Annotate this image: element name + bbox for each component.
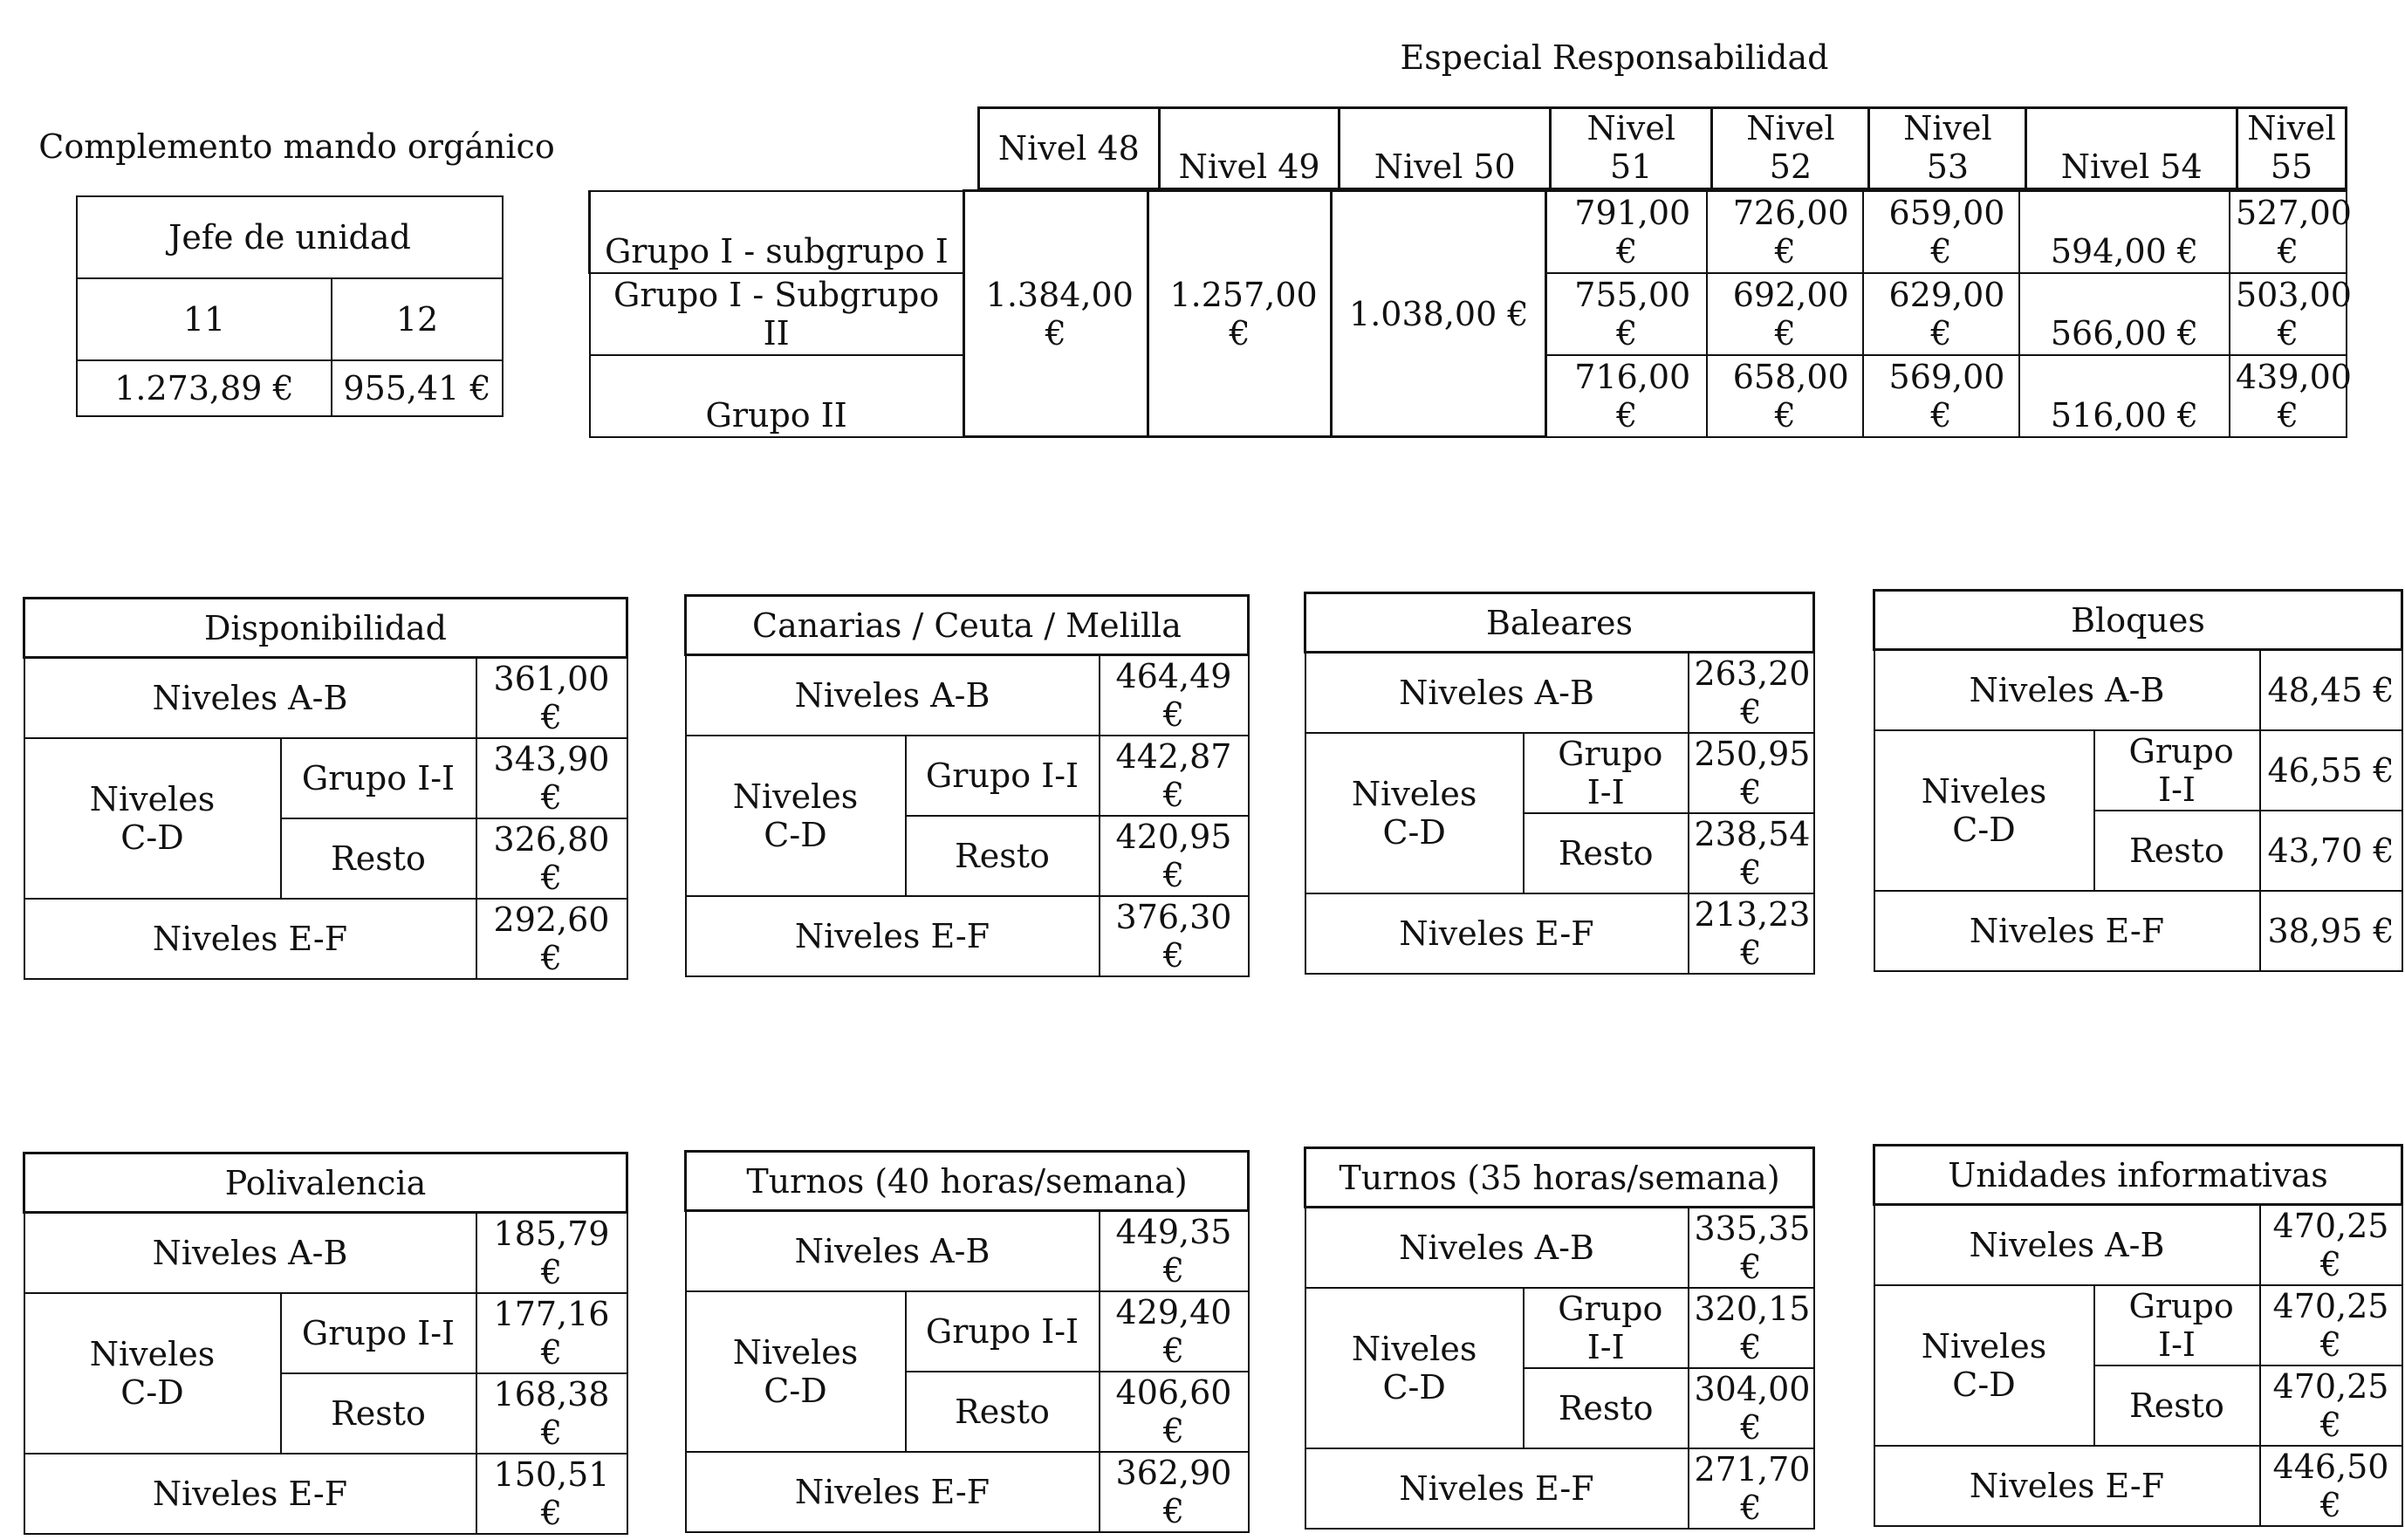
- resto-label: Resto: [906, 816, 1100, 896]
- resto-label: Resto: [281, 1373, 476, 1454]
- niveles-ab-value: [1689, 1208, 1814, 1288]
- niveles-cd-text: Niveles C-D: [1351, 774, 1477, 852]
- resto-value: [1100, 1372, 1249, 1452]
- nivel-header: Nivel 48: [979, 108, 1160, 189]
- niveles-cd-text: Niveles C-D: [89, 1334, 216, 1412]
- resto-value: [476, 818, 627, 899]
- especial-cell: 516,00 €: [2019, 355, 2230, 437]
- cell-text: 527,00 €: [2236, 193, 2352, 270]
- cell-text: 716,00 €: [1574, 357, 1691, 435]
- niveles-ef-value: [2260, 891, 2402, 971]
- especial-cell: [1546, 273, 1708, 355]
- niveles-ab-label: Niveles A-B: [686, 655, 1100, 736]
- grupo-ii-label: [2094, 1285, 2260, 1365]
- niveles-ef-value: [1689, 893, 1814, 974]
- niveles-ab-value: [476, 1213, 627, 1293]
- cell-text: 439,00 €: [2236, 357, 2352, 435]
- value-text: 177,16 €: [493, 1294, 610, 1372]
- group-label: Grupo I - subgrupo I: [590, 191, 964, 273]
- especial-cell: [1863, 355, 2019, 437]
- grupo-ii-text: Grupo I-I: [301, 758, 456, 797]
- cell-text: 503,00 €: [2236, 275, 2352, 352]
- grupo-ii-label: [281, 1293, 476, 1373]
- nivel-label: Nivel 53: [1903, 109, 1992, 186]
- grupo-ii-label: [1524, 733, 1689, 813]
- grupo-ii-value: [2260, 730, 2402, 811]
- value-text: 362,90 €: [1115, 1453, 1232, 1530]
- especial-cell: [1863, 273, 2019, 355]
- nivel-header: [2237, 108, 2347, 189]
- merged-value: 1.038,00 €: [1332, 191, 1546, 437]
- complement-table: [23, 597, 628, 980]
- mando-level: 12: [332, 278, 503, 360]
- niveles-ab-label: Niveles A-B: [24, 658, 476, 738]
- value-text: 420,95 €: [1115, 817, 1232, 894]
- value-text: 376,30 €: [1115, 897, 1232, 975]
- value-text: 250,95 €: [1694, 734, 1811, 811]
- cell-text: 755,00 €: [1574, 275, 1691, 352]
- complement-title: Unidades informativas: [1874, 1146, 2402, 1205]
- value-text: 361,00 €: [493, 659, 610, 736]
- value-text: 446,50 €: [2272, 1447, 2389, 1524]
- grupo-ii-value: [1689, 733, 1814, 813]
- niveles-cd-text: Niveles C-D: [1921, 1326, 2047, 1404]
- value-text: 238,54 €: [1694, 814, 1811, 892]
- grupo-ii-text: Grupo I-I: [1558, 1289, 1663, 1366]
- complement-table: [1304, 1146, 1815, 1530]
- niveles-ef-label: Niveles E-F: [1874, 891, 2260, 971]
- niveles-ef-label: Niveles E-F: [686, 896, 1100, 976]
- complement-table: [1304, 592, 1815, 975]
- complement-title: Disponibilidad: [24, 599, 627, 658]
- cell-text: 726,00 €: [1732, 193, 1849, 270]
- merged-text: 1.257,00 €: [1169, 275, 1318, 352]
- niveles-ab-label: Niveles A-B: [1305, 653, 1689, 733]
- nivel-header: Nivel 50: [1340, 108, 1551, 189]
- resto-value: [1100, 816, 1249, 896]
- niveles-cd-text: Niveles C-D: [732, 1332, 859, 1410]
- niveles-ab-value: [1100, 655, 1249, 736]
- cell-text: 658,00 €: [1732, 357, 1849, 435]
- nivel-header: Nivel 49: [1159, 108, 1340, 189]
- resto-value: [2260, 1365, 2402, 1446]
- value-text: 464,49 €: [1115, 656, 1232, 734]
- cell-text: 659,00 €: [1888, 193, 2005, 270]
- grupo-ii-label: [1524, 1288, 1689, 1368]
- value-text: 213,23 €: [1694, 894, 1811, 972]
- cell-text: 629,00 €: [1888, 275, 2005, 352]
- niveles-cd-label: [1874, 1285, 2094, 1446]
- value-text: 442,87 €: [1115, 736, 1232, 814]
- value-text: 271,70 €: [1694, 1449, 1811, 1527]
- especial-cell: [2230, 355, 2352, 437]
- grupo-ii-text: Grupo I-I: [1558, 734, 1663, 811]
- complement-table: [684, 594, 1250, 977]
- value-text: 326,80 €: [493, 819, 610, 897]
- value-text: 38,95 €: [2267, 911, 2395, 950]
- niveles-cd-label: [686, 1291, 906, 1452]
- niveles-ef-label: Niveles E-F: [1305, 893, 1689, 974]
- grupo-ii-label: [906, 1291, 1100, 1372]
- value-text: 320,15 €: [1694, 1289, 1811, 1366]
- cell-text: 692,00 €: [1732, 275, 1849, 352]
- resto-label: Resto: [2094, 811, 2260, 891]
- grupo-ii-value: [2260, 1285, 2402, 1365]
- niveles-ab-value: [2260, 650, 2402, 730]
- mando-table: [76, 195, 504, 417]
- nivel-header: [1869, 108, 2026, 189]
- complement-title: Turnos (40 horas/semana): [686, 1152, 1249, 1211]
- complement-title: Bloques: [1874, 591, 2402, 650]
- complement-title: Canarias / Ceuta / Melilla: [686, 596, 1249, 655]
- niveles-ef-value: [1689, 1448, 1814, 1529]
- niveles-ef-value: [2260, 1446, 2402, 1526]
- complement-table: [1873, 589, 2403, 972]
- grupo-ii-text: Grupo I-I: [925, 1311, 1079, 1351]
- especial-body-table: [588, 189, 2352, 438]
- niveles-ef-value: [1100, 896, 1249, 976]
- value-text: 304,00 €: [1694, 1369, 1811, 1447]
- mando-value: 1.273,89 €: [77, 360, 332, 416]
- value-text: 449,35 €: [1115, 1212, 1232, 1290]
- value-text: 48,45 €: [2267, 670, 2395, 709]
- grupo-ii-label: [2094, 730, 2260, 811]
- niveles-cd-label: [1874, 730, 2094, 891]
- niveles-ef-value: [1100, 1452, 1249, 1532]
- especial-cell: [1707, 191, 1863, 273]
- value-text: 43,70 €: [2267, 831, 2395, 870]
- niveles-ab-label: Niveles A-B: [24, 1213, 476, 1293]
- especial-cell: [1863, 191, 2019, 273]
- niveles-ab-value: [2260, 1205, 2402, 1285]
- value-text: 292,60 €: [493, 900, 610, 977]
- merged-value: [963, 191, 1148, 437]
- grupo-ii-label: [906, 736, 1100, 816]
- nivel-header: Nivel 54: [2026, 108, 2237, 189]
- complement-table: [23, 1152, 628, 1535]
- resto-value: [1689, 1368, 1814, 1448]
- grupo-ii-value: [476, 738, 627, 818]
- merged-text: 1.384,00 €: [985, 275, 1134, 352]
- value-text: 470,25 €: [2272, 1206, 2389, 1283]
- resto-label: Resto: [1524, 1368, 1689, 1448]
- nivel-header: [1551, 108, 1712, 189]
- group-label: Grupo II: [590, 355, 964, 437]
- niveles-ab-value: [1689, 653, 1814, 733]
- grupo-ii-value: [1100, 736, 1249, 816]
- complement-table: [1873, 1144, 2403, 1527]
- complement-title: Polivalencia: [24, 1153, 627, 1213]
- value-text: 343,90 €: [493, 739, 610, 817]
- mando-level: 11: [77, 278, 332, 360]
- niveles-cd-text: Niveles C-D: [732, 777, 859, 854]
- especial-cell: [1707, 355, 1863, 437]
- resto-label: Resto: [906, 1372, 1100, 1452]
- niveles-ab-label: Niveles A-B: [1874, 650, 2260, 730]
- nivel-label: Nivel 51: [1586, 109, 1675, 186]
- resto-value: [2260, 811, 2402, 891]
- complement-title: Baleares: [1305, 593, 1814, 653]
- grupo-ii-text: Grupo I-I: [2128, 1286, 2234, 1364]
- nivel-label: Nivel 52: [1746, 109, 1835, 186]
- niveles-ab-label: Niveles A-B: [1305, 1208, 1689, 1288]
- niveles-ef-label: Niveles E-F: [24, 899, 476, 979]
- niveles-cd-label: [24, 1293, 281, 1454]
- value-text: 150,51 €: [493, 1454, 610, 1532]
- niveles-ef-label: Niveles E-F: [24, 1454, 476, 1534]
- value-text: 429,40 €: [1115, 1292, 1232, 1370]
- value-text: 263,20 €: [1694, 654, 1811, 731]
- niveles-ef-label: Niveles E-F: [1874, 1446, 2260, 1526]
- grupo-ii-text: Grupo I-I: [2128, 731, 2234, 809]
- cell-text: 569,00 €: [1888, 357, 2005, 435]
- resto-label: Resto: [2094, 1365, 2260, 1446]
- group-label: Grupo I - Subgrupo II: [590, 273, 964, 355]
- niveles-cd-text: Niveles C-D: [1921, 771, 2047, 849]
- niveles-ab-value: [1100, 1211, 1249, 1291]
- especial-cell: [2230, 273, 2352, 355]
- especial-cell: [1546, 191, 1708, 273]
- niveles-cd-label: [686, 736, 906, 896]
- niveles-ef-value: [476, 899, 627, 979]
- niveles-cd-label: [1305, 1288, 1524, 1448]
- niveles-ef-value: [476, 1454, 627, 1534]
- grupo-ii-label: [281, 738, 476, 818]
- merged-value: [1148, 191, 1332, 437]
- value-text: 185,79 €: [493, 1214, 610, 1291]
- grupo-ii-value: [1689, 1288, 1814, 1368]
- niveles-ab-label: Niveles A-B: [686, 1211, 1100, 1291]
- grupo-ii-text: Grupo I-I: [925, 756, 1079, 795]
- niveles-ef-label: Niveles E-F: [686, 1452, 1100, 1532]
- niveles-ab-label: Niveles A-B: [1874, 1205, 2260, 1285]
- especial-cell: 566,00 €: [2019, 273, 2230, 355]
- resto-label: Resto: [1524, 813, 1689, 893]
- nivel-label: Nivel 55: [2247, 109, 2336, 186]
- value-text: 470,25 €: [2272, 1286, 2389, 1364]
- grupo-ii-value: [1100, 1291, 1249, 1372]
- especial-cell: 594,00 €: [2019, 191, 2230, 273]
- niveles-cd-label: [1305, 733, 1524, 893]
- resto-value: [1689, 813, 1814, 893]
- especial-header-table: [977, 106, 2347, 190]
- value-text: 406,60 €: [1115, 1372, 1232, 1450]
- niveles-cd-text: Niveles C-D: [89, 779, 216, 857]
- niveles-ef-label: Niveles E-F: [1305, 1448, 1689, 1529]
- complement-title: Turnos (35 horas/semana): [1305, 1148, 1814, 1208]
- grupo-ii-value: [476, 1293, 627, 1373]
- resto-value: [476, 1373, 627, 1454]
- mando-value: 955,41 €: [332, 360, 503, 416]
- nivel-header: [1712, 108, 1869, 189]
- especial-cell: [1707, 273, 1863, 355]
- cell-text: 791,00 €: [1574, 193, 1691, 270]
- mando-header: Jefe de unidad: [77, 196, 503, 278]
- especial-cell: [1546, 355, 1708, 437]
- especial-cell: [2230, 191, 2352, 273]
- grupo-ii-text: Grupo I-I: [301, 1313, 456, 1352]
- niveles-cd-label: [24, 738, 281, 899]
- value-text: 46,55 €: [2267, 750, 2395, 790]
- niveles-cd-text: Niveles C-D: [1351, 1329, 1477, 1407]
- resto-label: Resto: [281, 818, 476, 899]
- value-text: 168,38 €: [493, 1374, 610, 1452]
- niveles-ab-value: [476, 658, 627, 738]
- mando-caption: Complemento mando orgánico: [38, 127, 555, 166]
- value-text: 470,25 €: [2272, 1366, 2389, 1444]
- value-text: 335,35 €: [1694, 1208, 1811, 1286]
- especial-caption: Especial Responsabilidad: [1400, 38, 1829, 77]
- complement-table: [684, 1150, 1250, 1533]
